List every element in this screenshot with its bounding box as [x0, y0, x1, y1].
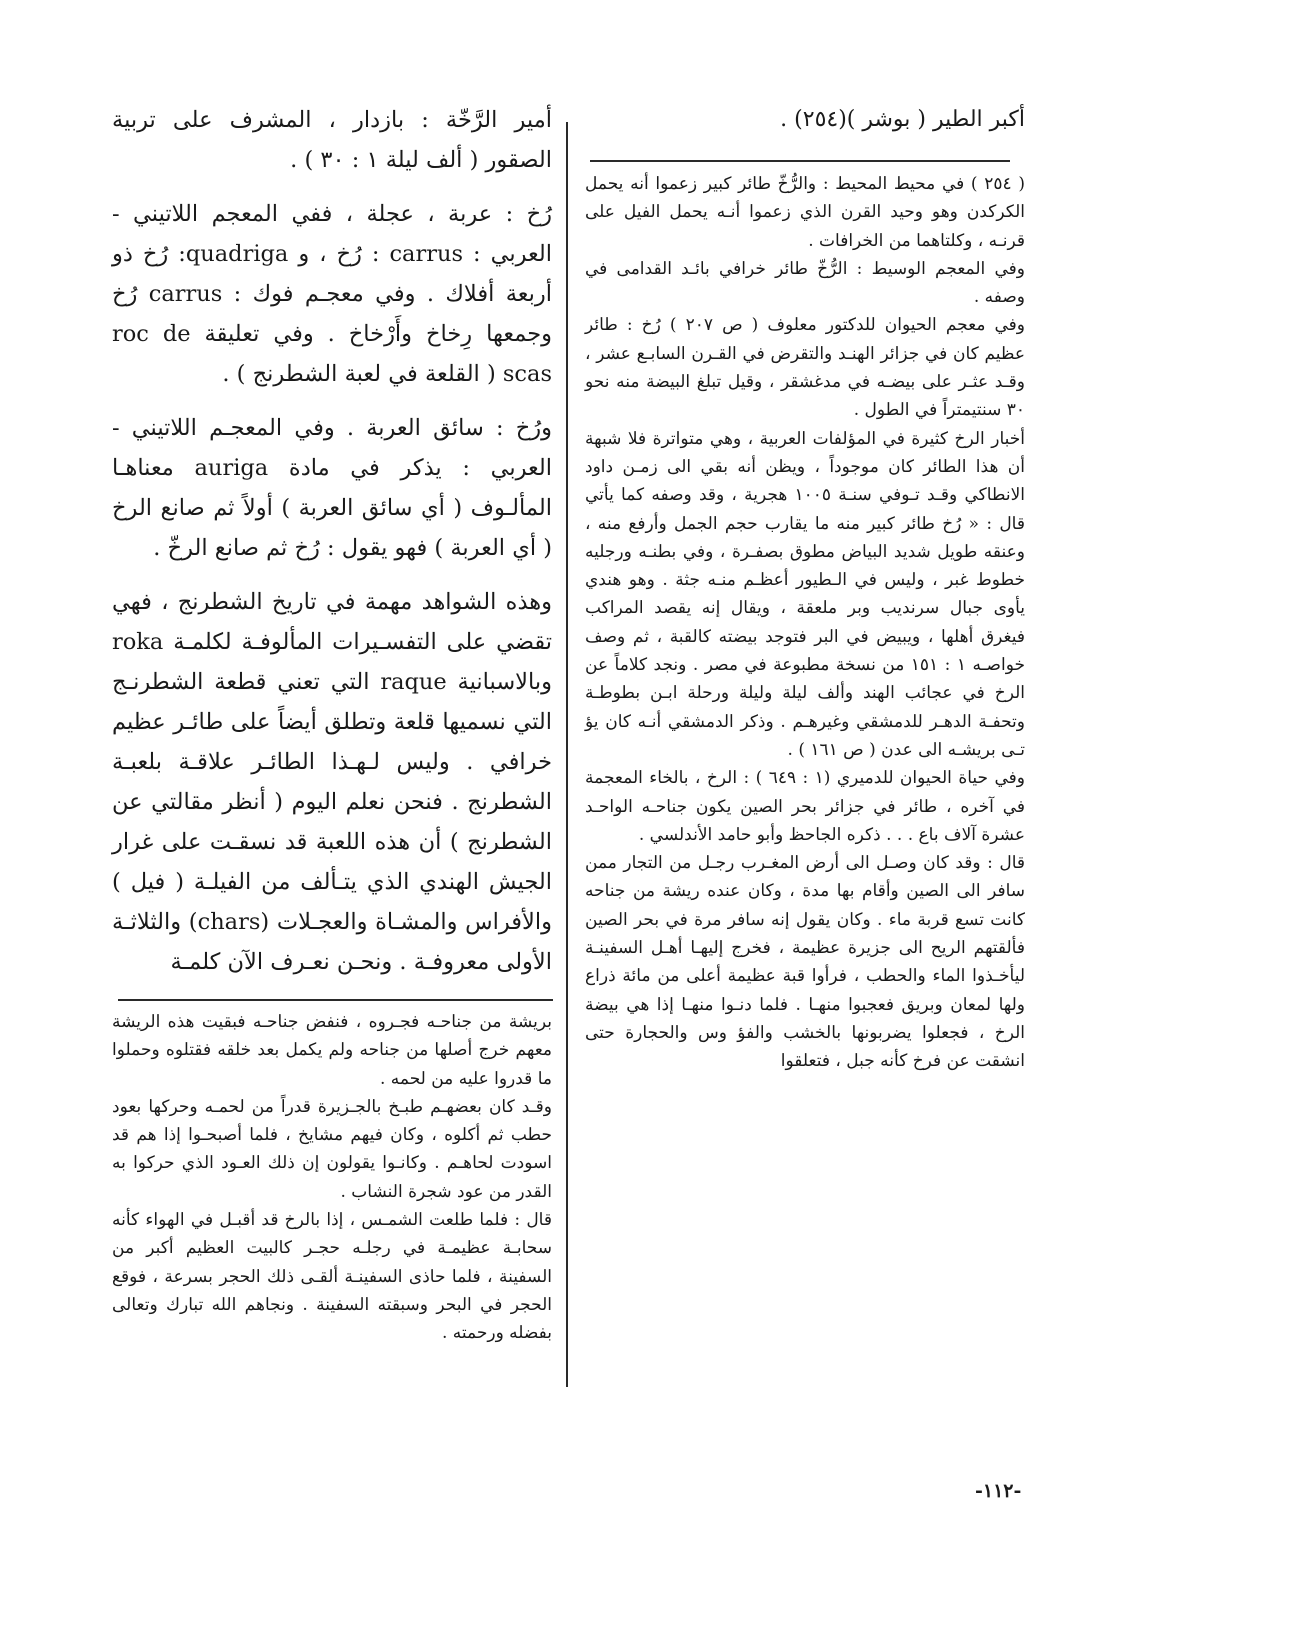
- footnote-rule-left: [118, 999, 553, 1001]
- footnote-paragraph: قال : وقد كان وصـل الى أرض المغـرب رجـل من التجار ممن سافر الى الصين وأقام بها مدة ، وكان عنده ريشة من جناحه كانت تسع قربة ماء . وكان يقول إنه سافر مرة في بحر الصين فألقتهم الريح الى جزيرة عظيمة ، فخرج إليهـا أهـل السفينـة ليأخـذوا الماء والحطب ، فرأوا قبة عظيمة أعلى من مائة ذراع ولها لمعان وبريق فعجبوا منهـا . فلما دنـوا منهـا إذا هي بيضة الرخ ، فجعلوا يضربونها بالخشب والفؤ وس والحجارة حتى انشقت عن فرخ كأنه جبل ، فتعلقوا: [585, 853, 1025, 1072]
- footnote-paragraph: وقـد كان بعضهـم طبـخ بالجـزيرة قدراً من لحمـه وحركها بعود حطب ثم أكلوه ، وكان فيهم مشايخ ، فلما أصبحـوا إذا هم قد اسودت لحاهـم . وكانـوا يقولون إن ذلك العـود الذي حركوا به القدر من عود شجرة النشاب .: [112, 1096, 552, 1202]
- body-paragraph: رُخ : عربة ، عجلة ، ففي المعجم اللاتيني - العربي : carrus : رُخ ، و quadriga: رُخ ذو أربعة أفلاك . وفي معجـم فوك : carrus رُخ وجمعها رِخاخ وأَرْخاخ . وفي تعليقة roc de scas ( القلعة في لعبة الشطرنج ) .: [112, 201, 553, 387]
- body-paragraph: أمير الرَّخّة : بازدار ، المشرف على تربية الصقور ( ألف ليلة ١ : ٣٠ ) .: [112, 107, 552, 173]
- right-column: [585, 100, 1025, 150]
- footnote-paragraph: وفي المعجم الوسيط : الرُّخّ طائر خرافي بائـد القدامى في وصفه .: [585, 258, 1025, 308]
- left-footnote: [112, 1008, 552, 1348]
- footnote-paragraph: ( ٢٥٤ ) في محيط المحيط : والرُّخّ طائر كبير زعموا أنه يحمل الكركدن وهو وحيد القرن الذي زعموا أنـه يحمل الفيل على قرنـه ، وكلتاهما من الخرافات .: [585, 174, 1025, 251]
- body-paragraph: ورُخ : سائق العربة . وفي المعجـم اللاتيني - العربي : يذكر في مادة auriga معناهـا المألـوف ( أي سائق العربة ) أولاً ثم صانع الرخ ( أي العربة ) فهو يقول : رُخ ثم صانع الرخّ .: [112, 415, 552, 561]
- footnote-paragraph: بريشة من جناحـه فجـروه ، فنفض جناحـه فبقيت هذه الريشة معهم خرج أصلها من جناحه ولم يكمل بعد خلقه فقتلوه وحملوا ما قدروا عليه من لحمه .: [112, 1012, 552, 1089]
- page-number: -١١٢-: [975, 1480, 1022, 1502]
- left-column: [112, 100, 552, 996]
- footnote-paragraph: أخبار الرخ كثيرة في المؤلفات العربية ، وهي متواترة فلا شبهة أن هذا الطائر كان موجوداً ، ويظن أنه بقي الى زمـن داود الانطاكي وقـد تـوفي سنـة ١٠٠٥ هجرية ، وقد وصفه كما يأتي قال : « رُخ طائر كبير منه ما يقارب حجم الجمل وأرفع منه ، وعنقه طويل شديد البياض مطوق بصفـرة ، وفي بطنـه ورجليه خطوط غبر ، وليس في الـطيور أعظـم منـه جثة . وهو هندي يأوى جبال سرنديب وبر ملعقة ، ويقال إنه يقصد المراكب فيغرق أهلها ، ويبيض في البر فتوجد بيضته كالقبة ، ثم وصف خواصـه ١ : ١٥١ من نسخة مطبوعة في مصر . ونجد كلاماً عن الرخ في عجائب الهند وألف ليلة وليلة ورحلة ابـن بطوطـة وتحفـة الدهـر للدمشقي وغيرهـم . وذكر الدمشقي أنـه كان يؤ تـى بريشـه الى عدن ( ص ١٦١ ) .: [585, 428, 1025, 760]
- body-paragraph: وهذه الشواهد مهمة في تاريخ الشطرنج ، فهي تقضي على التفسـيرات المألوفـة لكلمـة roka وبالاسبانية raque التي تعني قطعة الشطرنـج التي نسميها قلعة وتطلق أيضاً على طائـر عظيم خرافي . وليس لـهـذا الطائـر علاقـة بلعبـة الشطرنج . فنحن نعلم اليوم ( أنظر مقالتي عن الشطرنج ) أن هذه اللعبة قد نسقـت على غرار الجيش الهندي الذي يتـألف من الفيلـة ( فيل ) والأفراس والمشـاة والعجـلات (chars) والثلاثـة الأولى معروفـة . ونحـن نعـرف الآن كلمـة: [112, 589, 552, 975]
- right-footnote: [585, 170, 1025, 1076]
- footnote-rule-right: [590, 160, 1010, 162]
- footnote-paragraph: قال : فلما طلعت الشمـس ، إذا بالرخ قد أقبـل في الهواء كأنه سحابـة عظيمـة في رجلـه حجـر كالبيت العظيم أكبر من السفينة ، فلما حاذى السفينـة ألقـى ذلك الحجر بسرعة ، فوقع الحجر في البحر وسبقته السفينة . ونجاهم الله تبارك وتعالى بفضله ورحمته .: [112, 1210, 552, 1344]
- footnote-paragraph: وفي معجم الحيوان للدكتور معلوف ( ص ٢٠٧ ) رُخ : طائر عظيم كان في جزائر الهنـد والتقرض في القـرن السابـع عشر ، وقـد عثـر على بيضـه في مدغشقر ، وقيل تبلغ البيضة منه نحو ٣٠ سنتيمتراً في الطول .: [585, 315, 1025, 421]
- column-divider: [566, 122, 568, 1387]
- footnote-paragraph: وفي حياة الحيوان للدميري (١ : ٦٤٩ ) : الرخ ، بالخاء المعجمة في آخره ، طائر في جزائر بحر الصين يكون جناحـه الواحـد عشرة آلاف باع . . . ذكره الجاحظ وأبو حامد الأندلسي .: [585, 768, 1025, 845]
- right-top-line: أكبر الطير ( بوشر )(٢٥٤) .: [780, 107, 1025, 132]
